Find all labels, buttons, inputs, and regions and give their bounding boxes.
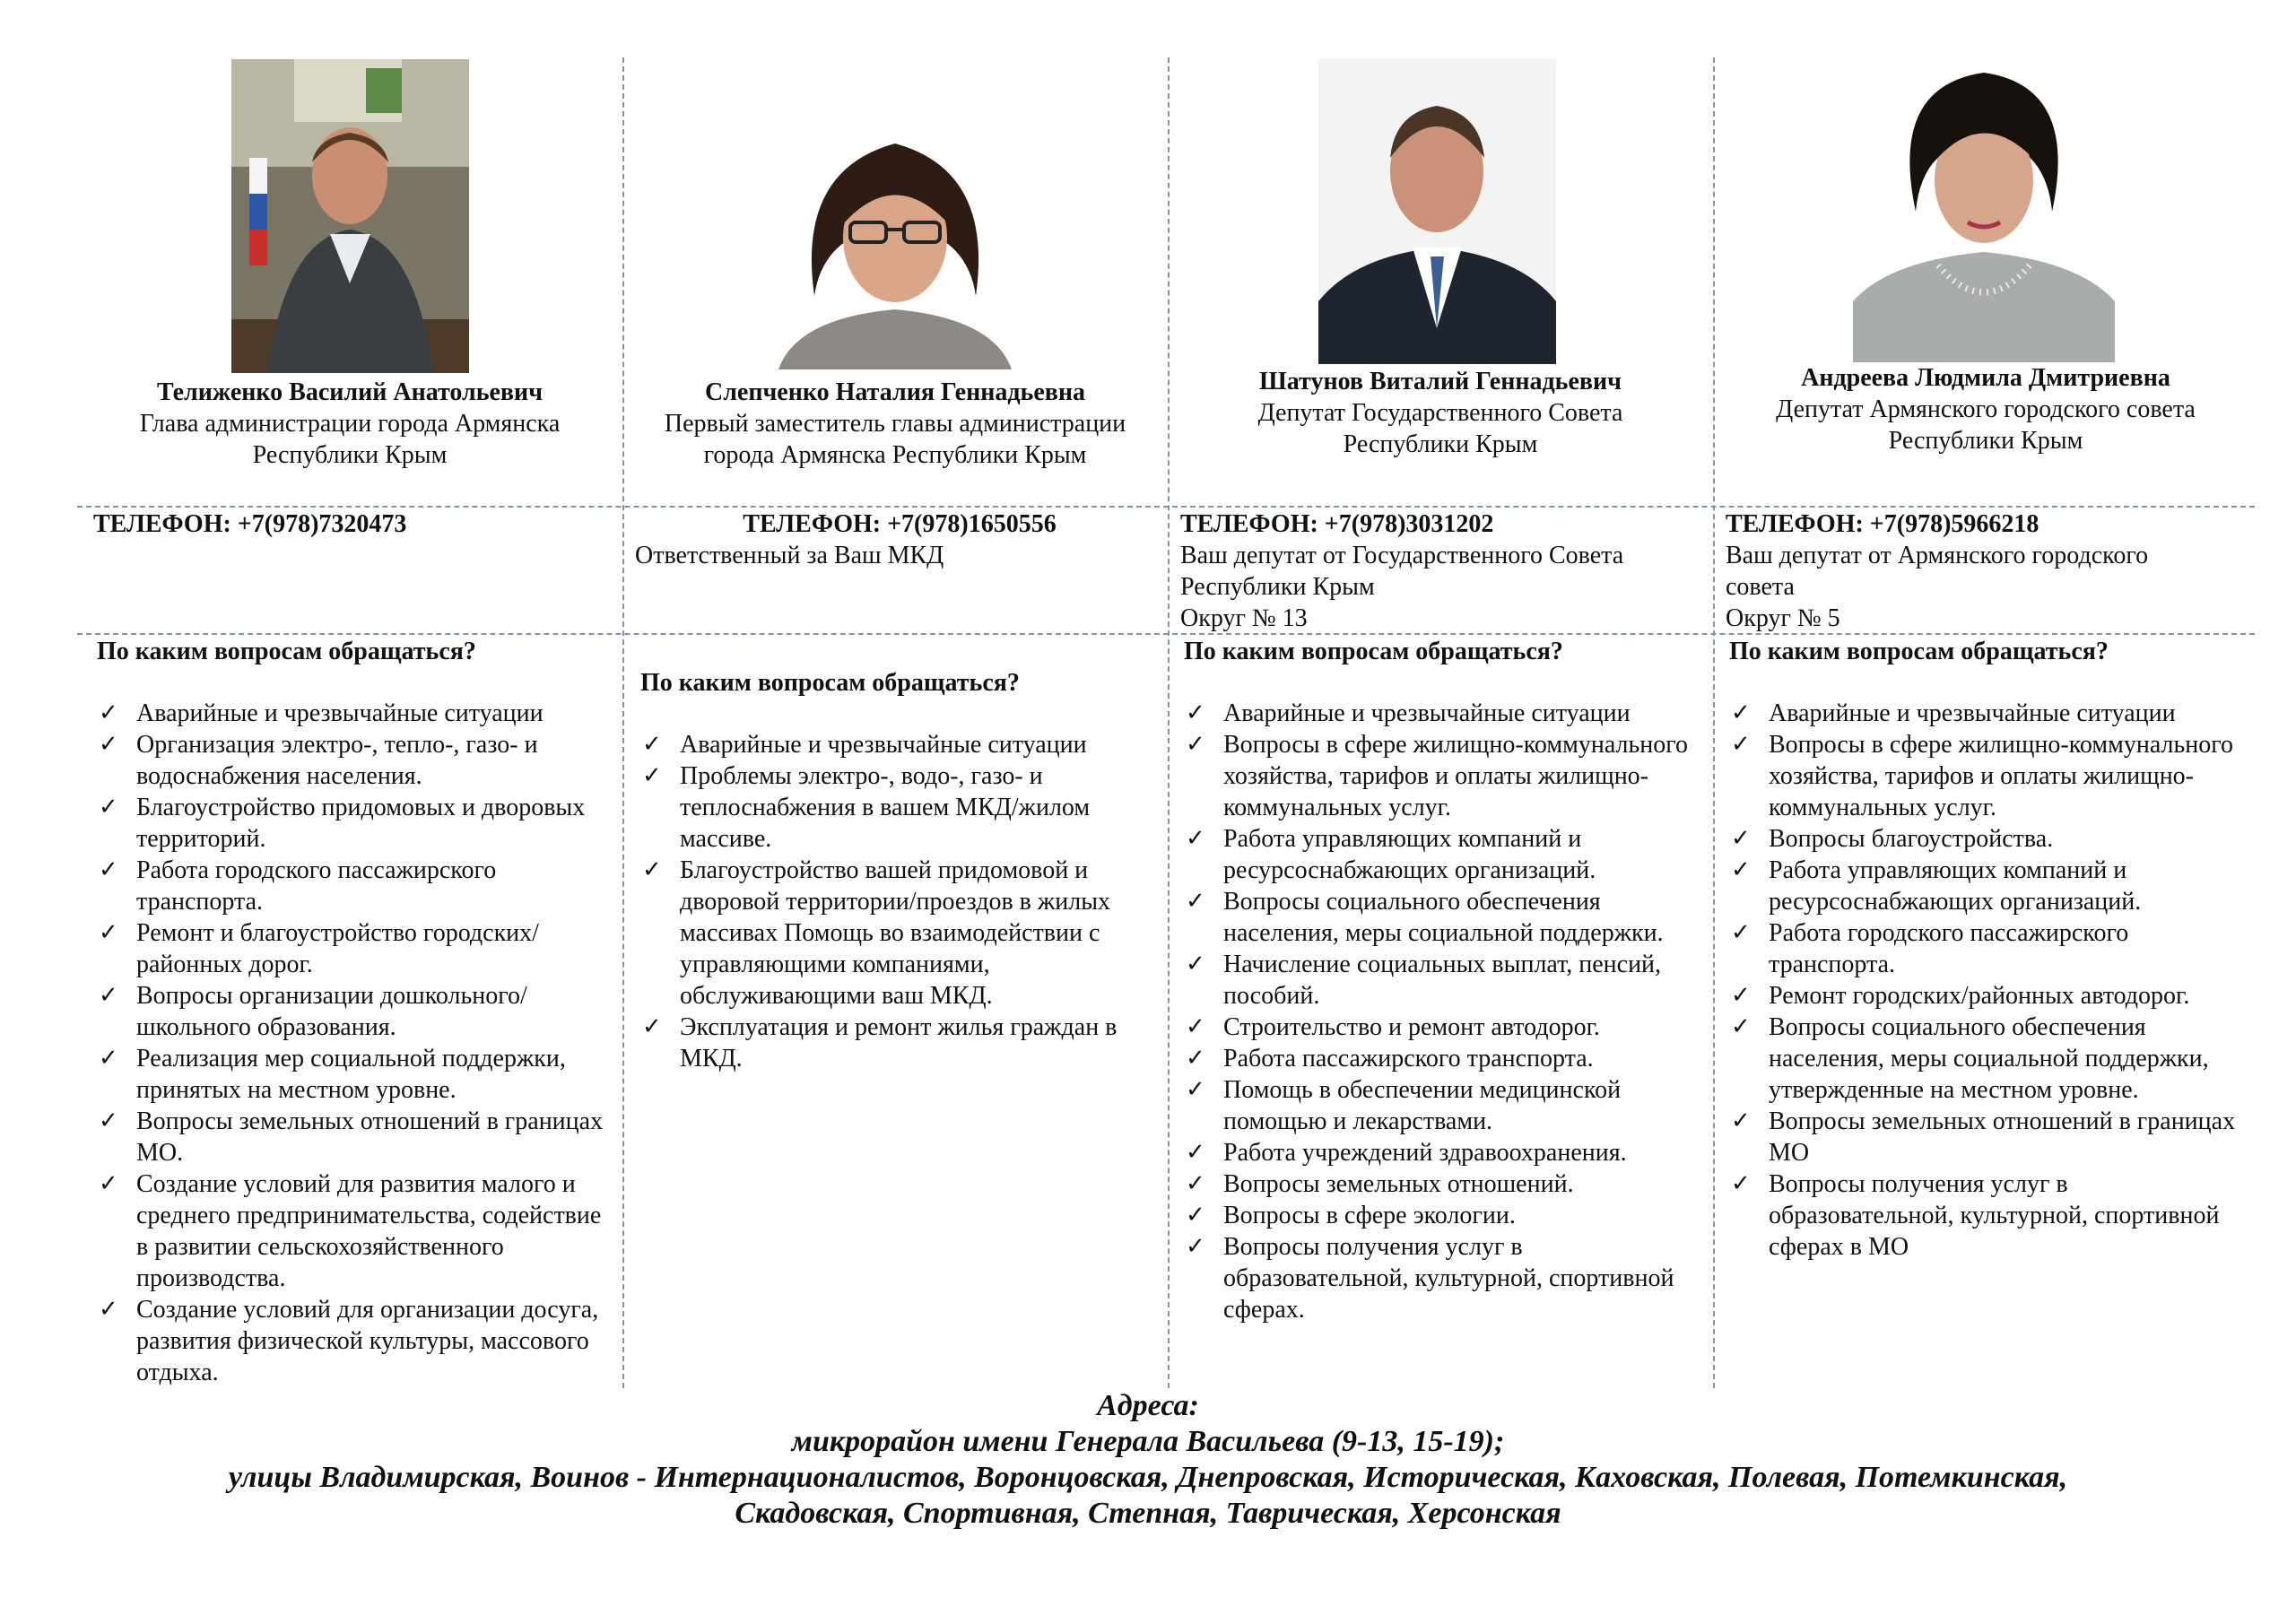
list-item-text: Благоустройство придомовых и дворовых территорий. bbox=[136, 794, 586, 853]
list-item bbox=[97, 855, 617, 917]
person-name: Андреева Людмила Дмитриевна bbox=[1801, 364, 2170, 392]
list-item bbox=[1184, 1137, 1709, 1168]
person-position: Депутат Армянского городского совета bbox=[1776, 395, 2196, 423]
list-item-text: Вопросы социального обеспечения населения, меры социальной поддержки. bbox=[1223, 888, 1664, 947]
list-item-text: Вопросы земельных отношений. bbox=[1223, 1170, 1574, 1198]
list-item bbox=[97, 1294, 617, 1388]
list-item-text: Работа учреждений здравоохранения. bbox=[1223, 1139, 1627, 1167]
contact-note: Округ № 5 bbox=[1726, 604, 1840, 632]
list-item bbox=[640, 855, 1161, 1012]
checkmark-icon: ✓ bbox=[1731, 699, 1751, 726]
column-divider bbox=[622, 57, 624, 1388]
phone-number: ТЕЛЕФОН: +7(978)5966218 bbox=[1726, 510, 2039, 538]
list-item bbox=[1184, 949, 1709, 1012]
person-name: Шатунов Виталий Геннадьевич bbox=[1259, 368, 1622, 395]
list-item bbox=[640, 1012, 1161, 1074]
address-line: микрорайон имени Генерала Васильева (9-13, 15-19); bbox=[791, 1425, 1505, 1458]
list-item-text: Проблемы электро-, водо-, газо- и теплоснабжения в вашем МКД/жилом массиве. bbox=[680, 762, 1091, 853]
contact-note: Округ № 13 bbox=[1180, 604, 1308, 632]
list-item-text: Аварийные и чрезвычайные ситуации bbox=[680, 731, 1087, 759]
contact-note: совета bbox=[1726, 573, 1795, 601]
list-item bbox=[1729, 855, 2255, 917]
list-item-text: Вопросы в сфере жилищно-коммунального хозяйства, тарифов и оплаты жилищно-коммунальных услуг. bbox=[1223, 731, 1688, 821]
checkmark-icon: ✓ bbox=[99, 1170, 118, 1197]
list-item bbox=[1184, 1074, 1709, 1137]
checkmark-icon: ✓ bbox=[99, 919, 118, 946]
contact-block-1 bbox=[93, 508, 622, 540]
questions-heading: По каким вопросам обращаться? bbox=[1184, 638, 1563, 665]
list-item bbox=[1729, 729, 2255, 823]
list-item bbox=[97, 980, 617, 1043]
contact-block-3 bbox=[1180, 508, 1709, 634]
list-item bbox=[1184, 1043, 1709, 1074]
checkmark-icon: ✓ bbox=[1731, 982, 1751, 1009]
list-item bbox=[97, 917, 617, 980]
contact-note: Ваш депутат от Армянского городского bbox=[1726, 542, 2149, 569]
person-card-1 bbox=[81, 377, 619, 471]
list-item-text: Строительство и ремонт автодорог. bbox=[1223, 1013, 1600, 1041]
list-item bbox=[97, 792, 617, 855]
list-item bbox=[640, 729, 1161, 760]
list-item bbox=[1184, 729, 1709, 823]
list-item bbox=[97, 1168, 617, 1294]
checkmark-icon: ✓ bbox=[99, 699, 118, 726]
list-item-text: Аварийные и чрезвычайные ситуации bbox=[136, 699, 544, 727]
list-item-text: Помощь в обеспечении медицинской помощью и лекарствами. bbox=[1223, 1076, 1622, 1135]
questions-list bbox=[640, 729, 1161, 1074]
list-item-text: Работа управляющих компаний и ресурсоснабжающих организаций. bbox=[1769, 856, 2142, 916]
person-position: Первый заместитель главы администрации bbox=[664, 410, 1126, 438]
portrait-photo-1 bbox=[231, 59, 469, 373]
questions-block-2 bbox=[640, 667, 1161, 1074]
list-item-text: Вопросы в сфере жилищно-коммунального хозяйства, тарифов и оплаты жилищно-коммунальных услуг. bbox=[1769, 731, 2233, 821]
questions-block-3 bbox=[1184, 636, 1709, 1325]
questions-heading: По каким вопросам обращаться? bbox=[640, 669, 1020, 697]
questions-block-1 bbox=[97, 636, 617, 1388]
phone-number: ТЕЛЕФОН: +7(978)3031202 bbox=[1180, 510, 1494, 538]
list-item-text: Вопросы организации дошкольного/школьного образования. bbox=[136, 982, 527, 1041]
list-item bbox=[97, 729, 617, 792]
person-card-4 bbox=[1717, 362, 2255, 456]
person-position: Депутат Государственного Совета bbox=[1257, 399, 1623, 427]
checkmark-icon: ✓ bbox=[1186, 1170, 1205, 1197]
list-item bbox=[1729, 1106, 2255, 1168]
checkmark-icon: ✓ bbox=[1731, 825, 1751, 852]
list-item-text: Ремонт городских/районных автодорог. bbox=[1769, 982, 2190, 1010]
list-item-text: Вопросы земельных отношений в границах МО bbox=[1769, 1107, 2236, 1167]
checkmark-icon: ✓ bbox=[1186, 731, 1205, 758]
contact-block-4 bbox=[1726, 508, 2255, 634]
list-item bbox=[1729, 980, 2255, 1012]
portrait-photo-2 bbox=[761, 117, 1030, 369]
person-name: Телиженко Василий Анатольевич bbox=[157, 378, 543, 406]
list-item-text: Работа пассажирского транспорта. bbox=[1223, 1045, 1594, 1073]
checkmark-icon: ✓ bbox=[99, 1107, 118, 1134]
list-item-text: Благоустройство вашей придомовой и дворовой территории/проездов в жилых массивах Помощь во взаимодействии с управляющими компаниями, обслуживающими ваш МКД. bbox=[680, 856, 1111, 1010]
list-item-text: Организация электро-, тепло-, газо- и водоснабжения населения. bbox=[136, 731, 538, 790]
questions-list bbox=[97, 698, 617, 1388]
list-item bbox=[1729, 917, 2255, 980]
contact-note: Республики Крым bbox=[1180, 573, 1375, 601]
list-item-text: Создание условий для развития малого и среднего предпринимательства, содействие в развитии сельскохозяйственного производства. bbox=[136, 1170, 602, 1292]
list-item bbox=[1729, 823, 2255, 855]
checkmark-icon: ✓ bbox=[642, 762, 662, 789]
checkmark-icon: ✓ bbox=[99, 1045, 118, 1072]
person-position: города Армянска Республики Крым bbox=[703, 441, 1087, 469]
checkmark-icon: ✓ bbox=[1186, 1202, 1205, 1229]
column-divider bbox=[1168, 57, 1170, 1388]
checkmark-icon: ✓ bbox=[99, 1296, 118, 1323]
address-heading: Адреса: bbox=[1097, 1389, 1199, 1422]
checkmark-icon: ✓ bbox=[642, 731, 662, 758]
checkmark-icon: ✓ bbox=[1186, 951, 1205, 977]
list-item bbox=[1184, 886, 1709, 949]
phone-number: ТЕЛЕФОН: +7(978)1650556 bbox=[743, 510, 1057, 538]
contact-note: Ответственный за Ваш МКД bbox=[635, 542, 944, 569]
list-item-text: Работа городского пассажирского транспорта. bbox=[1769, 919, 2129, 978]
questions-block-4 bbox=[1729, 636, 2255, 1263]
checkmark-icon: ✓ bbox=[99, 856, 118, 883]
list-item-text: Работа управляющих компаний и ресурсоснабжающих организаций. bbox=[1223, 825, 1596, 884]
list-item-text: Эксплуатация и ремонт жилья граждан в МКД. bbox=[680, 1013, 1118, 1073]
list-item-text: Начисление социальных выплат, пенсий, пособий. bbox=[1223, 951, 1662, 1010]
address-line: улицы Владимирская, Воинов - Интернационалистов, Воронцовская, Днепровская, Историческая, Каховская, Полевая, Потемкинская, bbox=[228, 1461, 2068, 1494]
list-item bbox=[1184, 1168, 1709, 1200]
checkmark-icon: ✓ bbox=[1186, 1013, 1205, 1040]
person-position: Республики Крым bbox=[1343, 430, 1538, 458]
list-item bbox=[1184, 1200, 1709, 1231]
row-divider bbox=[77, 506, 2255, 508]
list-item-text: Создание условий для организации досуга, развития физической культуры, массового отдыха. bbox=[136, 1296, 599, 1386]
list-item-text: Аварийные и чрезвычайные ситуации bbox=[1223, 699, 1631, 727]
questions-heading: По каким вопросам обращаться? bbox=[1729, 638, 2109, 665]
contact-note: Ваш депутат от Государственного Совета bbox=[1180, 542, 1624, 569]
checkmark-icon: ✓ bbox=[1731, 1013, 1751, 1040]
checkmark-icon: ✓ bbox=[99, 731, 118, 758]
person-position: Республики Крым bbox=[252, 441, 448, 469]
checkmark-icon: ✓ bbox=[1186, 1076, 1205, 1103]
person-card-2 bbox=[626, 377, 1164, 471]
checkmark-icon: ✓ bbox=[99, 982, 118, 1009]
list-item-text: Реализация мер социальной поддержки, принятых на местном уровне. bbox=[136, 1045, 566, 1104]
questions-list bbox=[1184, 698, 1709, 1325]
list-item bbox=[97, 1106, 617, 1168]
checkmark-icon: ✓ bbox=[1731, 731, 1751, 758]
list-item bbox=[97, 698, 617, 729]
checkmark-icon: ✓ bbox=[1731, 1107, 1751, 1134]
portrait-photo-4 bbox=[1853, 59, 2115, 362]
checkmark-icon: ✓ bbox=[1186, 888, 1205, 915]
list-item bbox=[640, 760, 1161, 855]
contact-block-2 bbox=[635, 508, 1164, 571]
questions-list bbox=[1729, 698, 2255, 1263]
list-item bbox=[1729, 698, 2255, 729]
checkmark-icon: ✓ bbox=[1731, 856, 1751, 883]
list-item-text: Аварийные и чрезвычайные ситуации bbox=[1769, 699, 2176, 727]
person-card-3 bbox=[1171, 366, 1709, 460]
list-item-text: Вопросы социального обеспечения населения, меры социальной поддержки, утвержденные на местном уровне. bbox=[1769, 1013, 2209, 1104]
list-item-text: Работа городского пассажирского транспорта. bbox=[136, 856, 497, 916]
list-item bbox=[1184, 1012, 1709, 1043]
checkmark-icon: ✓ bbox=[99, 794, 118, 821]
list-item-text: Вопросы получения услуг в образовательной, культурной, спортивной сферах. bbox=[1223, 1233, 1674, 1324]
checkmark-icon: ✓ bbox=[1186, 699, 1205, 726]
person-position: Республики Крым bbox=[1888, 427, 2083, 455]
address-block bbox=[0, 1388, 2296, 1532]
checkmark-icon: ✓ bbox=[1186, 1233, 1205, 1260]
list-item bbox=[1729, 1168, 2255, 1263]
list-item-text: Ремонт и благоустройство городских/районных дорог. bbox=[136, 919, 539, 978]
list-item-text: Вопросы получения услуг в образовательной, культурной, спортивной сферах в МО bbox=[1769, 1170, 2220, 1261]
checkmark-icon: ✓ bbox=[642, 856, 662, 883]
list-item bbox=[1729, 1012, 2255, 1106]
checkmark-icon: ✓ bbox=[1186, 1139, 1205, 1166]
checkmark-icon: ✓ bbox=[642, 1013, 662, 1040]
list-item-text: Вопросы земельных отношений в границах МО. bbox=[136, 1107, 604, 1167]
list-item bbox=[1184, 823, 1709, 886]
list-item bbox=[97, 1043, 617, 1106]
person-position: Глава администрации города Армянска bbox=[139, 410, 561, 438]
checkmark-icon: ✓ bbox=[1186, 825, 1205, 852]
column-divider bbox=[1713, 57, 1715, 1388]
checkmark-icon: ✓ bbox=[1731, 919, 1751, 946]
checkmark-icon: ✓ bbox=[1186, 1045, 1205, 1072]
portrait-photo-3 bbox=[1318, 59, 1556, 364]
list-item-text: Вопросы в сфере экологии. bbox=[1223, 1202, 1516, 1229]
list-item bbox=[1184, 1231, 1709, 1325]
questions-heading: По каким вопросам обращаться? bbox=[97, 638, 476, 665]
list-item-text: Вопросы благоустройства. bbox=[1769, 825, 2054, 853]
phone-number: ТЕЛЕФОН: +7(978)7320473 bbox=[93, 510, 407, 538]
checkmark-icon: ✓ bbox=[1731, 1170, 1751, 1197]
address-line: Скадовская, Спортивная, Степная, Таврическая, Херсонская bbox=[735, 1497, 1561, 1530]
list-item bbox=[1184, 698, 1709, 729]
person-name: Слепченко Наталия Геннадьевна bbox=[704, 378, 1086, 406]
